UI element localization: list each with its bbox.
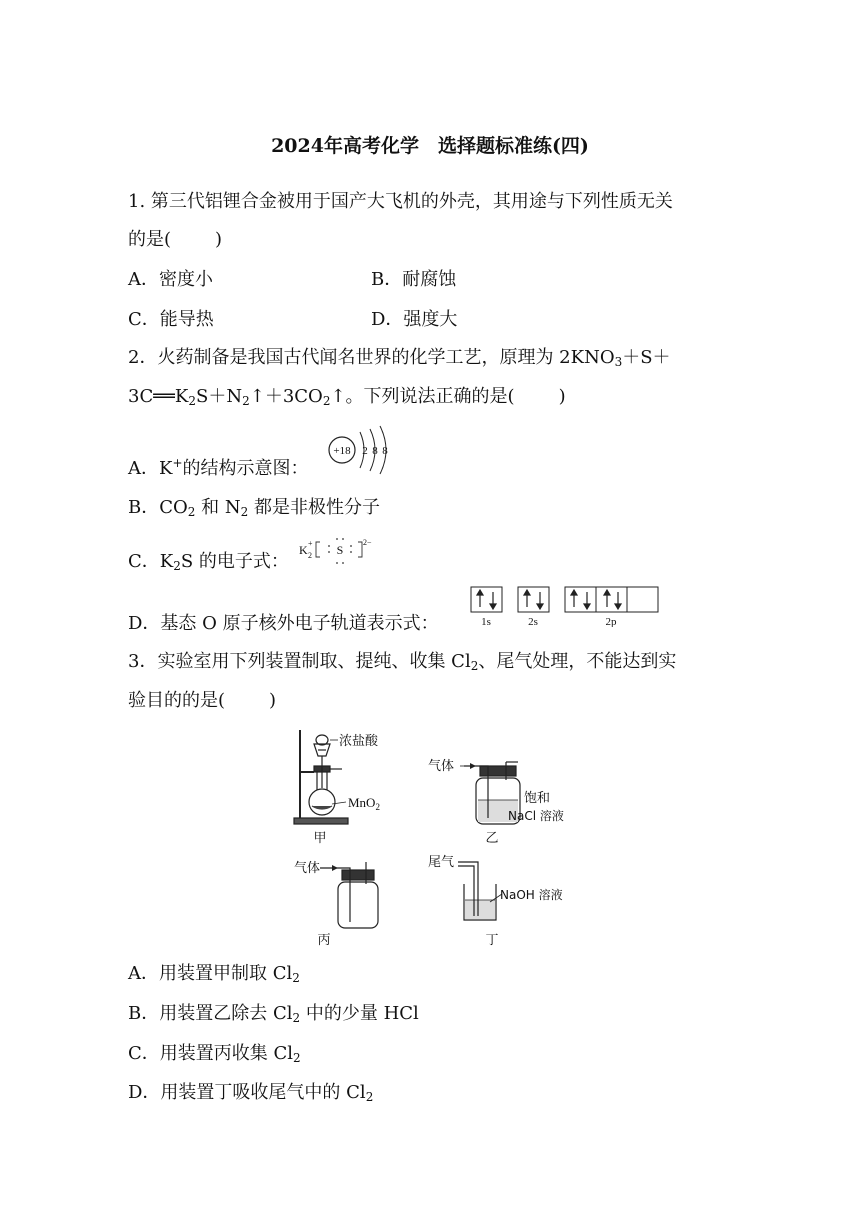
subscript: 2 [173, 559, 181, 573]
q3-stem-line2 [128, 689, 276, 713]
q1-stem-line2 [128, 228, 222, 252]
q3-option-b [128, 1002, 419, 1026]
formula-k: K [299, 543, 308, 557]
subscript: 3 [614, 355, 623, 369]
orbital-boxes [471, 587, 658, 612]
orbital-label-2p: 2p [605, 616, 617, 627]
orbital-box-2s [518, 587, 549, 612]
formula-k-charge: + [308, 539, 313, 548]
subscript: 2 [242, 394, 250, 408]
subscript: 2 [292, 1011, 301, 1025]
oxygen-orbital-diagram [468, 585, 668, 627]
subscript: 2 [240, 505, 249, 519]
q3-option-a [128, 962, 300, 986]
option-text: 的结构示意图： [182, 458, 309, 479]
label-hcl: 浓盐酸 [339, 734, 379, 749]
q1-option-b: B．耐腐蚀 [371, 269, 457, 290]
collect-bottle [338, 882, 378, 928]
label-ding: 丁 [485, 933, 499, 948]
q3-option-c [128, 1042, 301, 1066]
shell-count-1: 2 [362, 445, 368, 457]
flask-solid [312, 806, 332, 809]
left-bracket [316, 542, 320, 557]
q1-option-a: A．密度小 [128, 269, 213, 290]
superscript: + [172, 456, 183, 470]
subscript: 2 [187, 505, 196, 519]
label-bing: 丙 [317, 933, 331, 948]
q3-option-d [128, 1081, 373, 1105]
k2s-electron-formula [296, 530, 386, 570]
label-mno2: MnO$_2$ [348, 795, 380, 812]
q2-option-a [128, 457, 309, 481]
label-yi: 乙 [485, 831, 499, 846]
label-nacl-solution: NaCl 溶液 [508, 809, 564, 823]
subscript: 2 [322, 394, 331, 408]
option-text: D．用装置丁吸收尾气中的 Cl [128, 1082, 366, 1103]
option-text: C．K [128, 551, 174, 572]
q3-stem-text: 、尾气处理，不能达到实 [478, 651, 677, 672]
option-text: S 的电子式： [180, 551, 289, 572]
stand-base [294, 818, 348, 824]
leader-line [332, 802, 346, 804]
apparatus-figure [280, 722, 590, 954]
option-text: 中的少量 HCl [300, 1003, 419, 1024]
subscript: 2 [188, 394, 196, 408]
option-text: B．用装置乙除去 Cl [128, 1003, 293, 1024]
equation-text: S＋N [196, 386, 243, 407]
formula-s-charge: 2− [363, 538, 372, 547]
orbital-box-2p-3 [627, 587, 658, 612]
flask [309, 789, 335, 815]
shell-count-3: 8 [382, 445, 388, 457]
q3-stem-text: 3．实验室用下列装置制取、提纯、收集 Cl [128, 651, 471, 672]
right-bracket [358, 542, 362, 557]
page-title: 2024年高考化学 选择题标准练(四) [271, 135, 589, 157]
equation-text: 3C══K [128, 386, 189, 407]
option-text: C．用装置丙收集 Cl [128, 1043, 294, 1064]
option-text: 和 N [195, 497, 241, 518]
q1-stem-suffix: ) [215, 229, 223, 250]
q2-option-d: D．基态 O 原子核外电子轨道表示式： [128, 613, 439, 634]
wash-stopper [480, 766, 516, 776]
label-naoh-solution: NaOH 溶液 [500, 888, 563, 902]
orbital-label-2s: 2s [528, 616, 538, 627]
q1-stem-prefix: 的是( [128, 229, 172, 250]
q1-option-c: C．能导热 [128, 309, 214, 330]
orbital-box-2p-2 [596, 587, 627, 612]
subscript: 2 [470, 659, 479, 673]
option-text: A．K [128, 458, 173, 479]
label-saturated: 饱和 [524, 791, 551, 806]
apparatus-bing [320, 862, 378, 928]
nucleus-charge: +18 [333, 445, 351, 457]
q2-equation-line [128, 385, 566, 409]
subscript: 2 [293, 1051, 301, 1065]
q2-stem-text: ＋S＋ [622, 347, 671, 368]
q2-stem-line1 [128, 346, 671, 370]
q3-stem-text: 验目的的是( [128, 690, 226, 711]
subscript: 2 [365, 1090, 374, 1104]
option-text: B．CO [128, 497, 188, 518]
formula-s: S [336, 543, 344, 557]
collect-stopper [342, 870, 374, 880]
label-bing-gas: 气体 [294, 861, 321, 876]
apparatus-ding [458, 862, 502, 920]
option-text: A．用装置甲制取 Cl [128, 963, 293, 984]
shell-count-2: 8 [372, 445, 378, 457]
q2-option-c [128, 550, 289, 574]
orbital-box-2p-1 [565, 587, 596, 612]
label-tail-gas: 尾气 [428, 855, 455, 870]
q1-option-d: D．强度大 [371, 309, 458, 330]
equation-text: ↑＋3CO [249, 386, 323, 407]
q3-stem-text: ) [269, 690, 277, 711]
equation-text: ↑。下列说法正确的是( [330, 386, 515, 407]
label-yi-gas: 气体 [428, 759, 455, 774]
orbital-box-1s [471, 587, 502, 612]
q3-stem-line1 [128, 650, 676, 674]
orbital-label-1s: 1s [481, 616, 491, 627]
equation-text: ) [558, 386, 566, 407]
option-text: 都是非极性分子 [248, 497, 380, 518]
k-ion-structure-diagram [322, 424, 398, 480]
q1-stem-line1: 1. 第三代铝锂合金被用于国产大飞机的外壳，其用途与下列性质无关 [128, 191, 673, 212]
q2-option-b [128, 496, 380, 520]
subscript: 2 [292, 971, 300, 985]
q2-stem-text: 2．火药制备是我国古代闻名世界的化学工艺，原理为 2KNO [128, 347, 615, 368]
formula-k-subscript: 2 [308, 551, 312, 560]
beaker-liquid [465, 900, 495, 919]
label-jia: 甲 [313, 831, 327, 846]
